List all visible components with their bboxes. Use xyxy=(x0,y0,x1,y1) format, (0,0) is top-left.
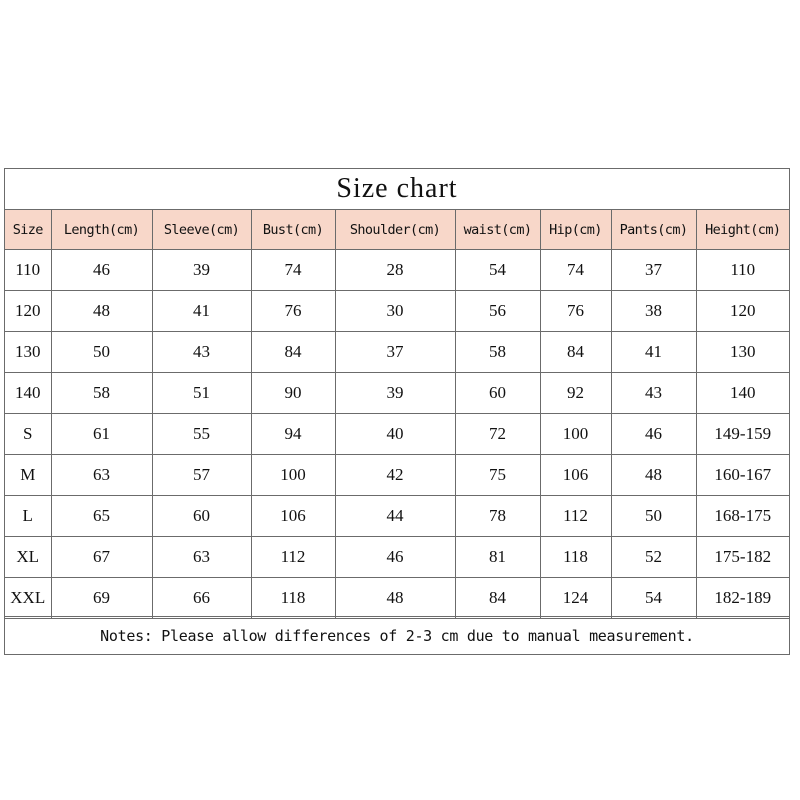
table-cell: 52 xyxy=(611,537,696,578)
table-cell: 46 xyxy=(51,250,152,291)
column-header-waist: waist(cm) xyxy=(455,210,540,250)
table-cell: 41 xyxy=(152,291,251,332)
column-header-length: Length(cm) xyxy=(51,210,152,250)
table-cell: 118 xyxy=(540,537,611,578)
table-cell: 42 xyxy=(335,455,455,496)
table-body xyxy=(5,250,789,619)
table-cell: 39 xyxy=(335,373,455,414)
table-cell: 65 xyxy=(51,496,152,537)
table-cell: 175-182 xyxy=(696,537,789,578)
column-header-size: Size xyxy=(5,210,51,250)
column-header-bust: Bust(cm) xyxy=(251,210,335,250)
table-cell: 84 xyxy=(540,332,611,373)
size-cell: M xyxy=(5,455,51,496)
notes-text: Notes: Please allow differences of 2-3 cm due to manual measurement. xyxy=(5,616,789,654)
table-cell: 100 xyxy=(540,414,611,455)
table-cell: 74 xyxy=(540,250,611,291)
table-row xyxy=(5,578,789,619)
table-row xyxy=(5,373,789,414)
table-cell: 57 xyxy=(152,455,251,496)
table-cell: 50 xyxy=(51,332,152,373)
table-cell: 61 xyxy=(51,414,152,455)
table-cell: 106 xyxy=(540,455,611,496)
size-cell: XL xyxy=(5,537,51,578)
table-cell: 54 xyxy=(611,578,696,619)
column-header-shoulder: Shoulder(cm) xyxy=(335,210,455,250)
table-cell: 55 xyxy=(152,414,251,455)
table-row xyxy=(5,496,789,537)
table-cell: 51 xyxy=(152,373,251,414)
table-cell: 37 xyxy=(335,332,455,373)
table-row xyxy=(5,414,789,455)
table-cell: 66 xyxy=(152,578,251,619)
table-cell: 48 xyxy=(51,291,152,332)
table-cell: 118 xyxy=(251,578,335,619)
table-cell: 90 xyxy=(251,373,335,414)
column-header-sleeve: Sleeve(cm) xyxy=(152,210,251,250)
table-cell: 67 xyxy=(51,537,152,578)
table-cell: 149-159 xyxy=(696,414,789,455)
table-cell: 39 xyxy=(152,250,251,291)
table-cell: 69 xyxy=(51,578,152,619)
table-cell: 160-167 xyxy=(696,455,789,496)
table-cell: 92 xyxy=(540,373,611,414)
table-cell: 130 xyxy=(696,332,789,373)
table-cell: 38 xyxy=(611,291,696,332)
table-cell: 46 xyxy=(335,537,455,578)
table-cell: 76 xyxy=(251,291,335,332)
table-cell: 46 xyxy=(611,414,696,455)
table-row xyxy=(5,455,789,496)
table-row xyxy=(5,291,789,332)
size-cell: XXL xyxy=(5,578,51,619)
size-cell: 120 xyxy=(5,291,51,332)
table-cell: 72 xyxy=(455,414,540,455)
size-cell: 110 xyxy=(5,250,51,291)
table-cell: 28 xyxy=(335,250,455,291)
table-cell: 94 xyxy=(251,414,335,455)
table-cell: 60 xyxy=(455,373,540,414)
table-cell: 50 xyxy=(611,496,696,537)
column-header-height: Height(cm) xyxy=(696,210,789,250)
table-cell: 63 xyxy=(152,537,251,578)
table-cell: 60 xyxy=(152,496,251,537)
table-cell: 43 xyxy=(611,373,696,414)
table-cell: 56 xyxy=(455,291,540,332)
table-cell: 40 xyxy=(335,414,455,455)
table-cell: 140 xyxy=(696,373,789,414)
table-cell: 100 xyxy=(251,455,335,496)
table-cell: 124 xyxy=(540,578,611,619)
table-cell: 84 xyxy=(455,578,540,619)
table-cell: 41 xyxy=(611,332,696,373)
size-cell: 130 xyxy=(5,332,51,373)
table-cell: 74 xyxy=(251,250,335,291)
table-cell: 30 xyxy=(335,291,455,332)
size-table xyxy=(5,210,789,619)
table-cell: 58 xyxy=(455,332,540,373)
table-cell: 48 xyxy=(611,455,696,496)
table-cell: 112 xyxy=(251,537,335,578)
table-cell: 37 xyxy=(611,250,696,291)
table-cell: 75 xyxy=(455,455,540,496)
table-cell: 78 xyxy=(455,496,540,537)
size-cell: 140 xyxy=(5,373,51,414)
table-cell: 106 xyxy=(251,496,335,537)
table-cell: 84 xyxy=(251,332,335,373)
header-row xyxy=(5,210,789,250)
table-row xyxy=(5,537,789,578)
table-cell: 168-175 xyxy=(696,496,789,537)
table-cell: 63 xyxy=(51,455,152,496)
table-cell: 54 xyxy=(455,250,540,291)
table-cell: 58 xyxy=(51,373,152,414)
column-header-hip: Hip(cm) xyxy=(540,210,611,250)
size-chart xyxy=(4,168,790,655)
table-cell: 182-189 xyxy=(696,578,789,619)
table-cell: 76 xyxy=(540,291,611,332)
column-header-pants: Pants(cm) xyxy=(611,210,696,250)
chart-title: Size chart xyxy=(5,169,789,210)
table-cell: 48 xyxy=(335,578,455,619)
table-cell: 44 xyxy=(335,496,455,537)
table-cell: 120 xyxy=(696,291,789,332)
table-cell: 110 xyxy=(696,250,789,291)
table-cell: 112 xyxy=(540,496,611,537)
table-row xyxy=(5,250,789,291)
table-cell: 81 xyxy=(455,537,540,578)
table-cell: 43 xyxy=(152,332,251,373)
table-row xyxy=(5,332,789,373)
size-cell: S xyxy=(5,414,51,455)
size-cell: L xyxy=(5,496,51,537)
